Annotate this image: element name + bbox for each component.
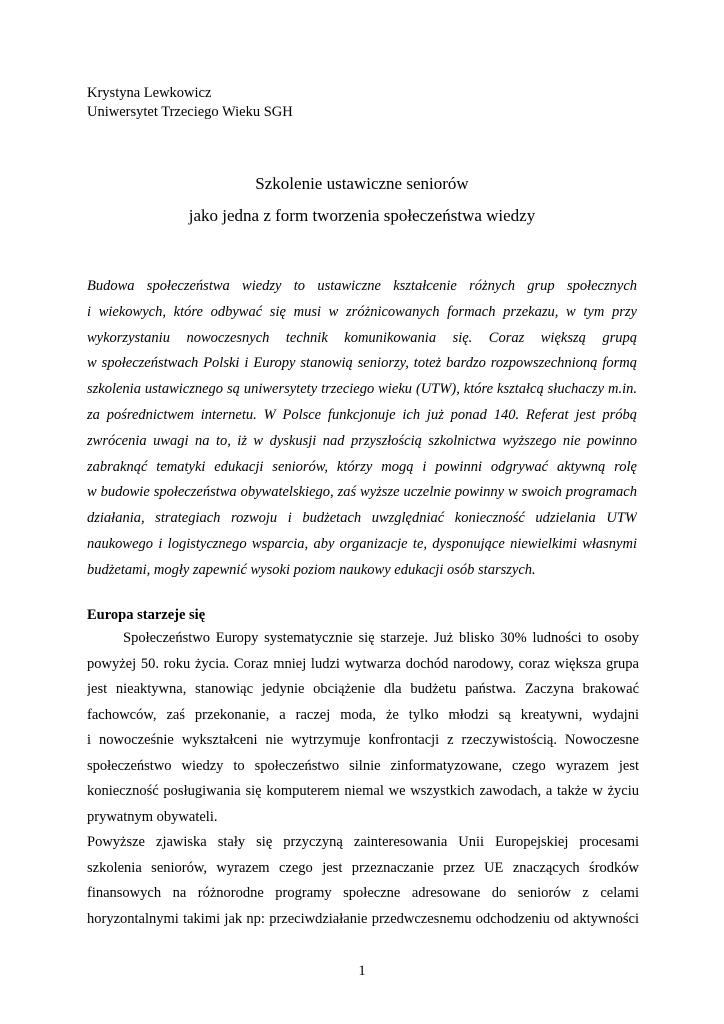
body-line: prywatnym obywateli. (87, 808, 218, 825)
abstract-line: zabraknąć tematyki edukacji seniorów, którzy mogą i powinni odgrywać aktywną rolę (87, 458, 637, 475)
abstract-line: zwrócenia uwagi na to, iż w dyskusji nad przyszłością szkolnictwa wyższego nie powinno (87, 432, 637, 449)
author-affiliation: Uniwersytet Trzeciego Wieku SGH (87, 104, 293, 120)
body-line: fachowców, zaś przekonanie, a raczej moda, że tylko młodzi są kreatywni, wydajni (87, 706, 639, 723)
abstract-line: za pośrednictwem internetu. W Polsce funkcjonuje ich już ponad 140. Referat jest próbą (87, 406, 637, 423)
body-line: szkolenia seniorów, wyrazem czego jest przeznaczanie przez UE znaczących środków (87, 859, 639, 876)
body-line: horyzontalnymi takimi jak np: przeciwdziałanie przedwczesnemu odchodzeniu od aktywności (87, 910, 639, 927)
body-line: finansowych na różnorodne programy społeczne adresowane do seniorów z celami (87, 885, 639, 901)
body-line: konieczność posługiwania się komputerem niemal we wszystkich zawodach, a także w życiu (87, 783, 639, 799)
body-line: powyżej 50. roku życia. Coraz mniej ludzi wytwarza dochód narodowy, coraz większa grupa (87, 655, 639, 672)
section-body (87, 626, 639, 932)
title-line-2: jako jedna z form tworzenia społeczeństwa wiedzy (188, 206, 536, 225)
abstract-line: wykorzystaniu nowoczesnych technik komunikowania się. Coraz większą grupą (87, 329, 637, 346)
abstract-line: w budowie społeczeństwa obywatelskiego, zaś wyższe uczelnie powinny w swoich programach (87, 484, 637, 501)
abstract-line: i wiekowych, które odbywać się musi w zróżnicowanych formach przekazu, w tym przy (87, 303, 637, 320)
body-line: Społeczeństwo Europy systematycznie się starzeje. Już blisko 30% ludności to osoby (123, 630, 639, 646)
body-line: Powyższe zjawiska stały się przyczyną zainteresowania Unii Europejskiej procesami (87, 834, 639, 850)
title-line-1: Szkolenie ustawiczne seniorów (255, 174, 469, 193)
author-name: Krystyna Lewkowicz (87, 85, 212, 101)
body-line: jest nieaktywna, stanowiąc jedynie obciążenie dla budżetu państwa. Zaczyna brakować (87, 681, 639, 697)
abstract-line: naukowego i logistycznego wsparcia, aby organizacje te, dysponujące niewielkimi własnymi (87, 535, 637, 552)
body-line: społeczeństwo wiedzy to społeczeństwo silnie zinformatyzowane, czego wyrazem jest (87, 757, 639, 774)
abstract-line: budżetami, mogły zapewnić wysoki poziom naukowy edukacji osób starszych. (87, 561, 536, 578)
page-title (0, 168, 724, 232)
abstract-line: Budowa społeczeństwa wiedzy to ustawiczne kształcenie różnych grup społecznych (87, 278, 637, 294)
abstract-line: szkolenia ustawicznego są uniwersytety trzeciego wieku (UTW), które kształcą słuchaczy m.in. (87, 381, 637, 398)
abstract (87, 274, 637, 584)
section-heading: Europa starzeje się (87, 607, 206, 623)
author-block (87, 84, 293, 122)
abstract-line: w społeczeństwach Polski i Europy stanowią seniorzy, toteż bardzo rozpowszechnioną formą (87, 355, 637, 372)
body-line: i nowocześnie wykształceni nie wytrzymuje konfrontacji z rzeczywistością. Nowoczesne (87, 732, 639, 748)
abstract-line: działania, strategiach rozwoju i budżetach uwzględniać konieczność udzielania UTW (87, 510, 637, 527)
page-number: 1 (358, 963, 366, 979)
